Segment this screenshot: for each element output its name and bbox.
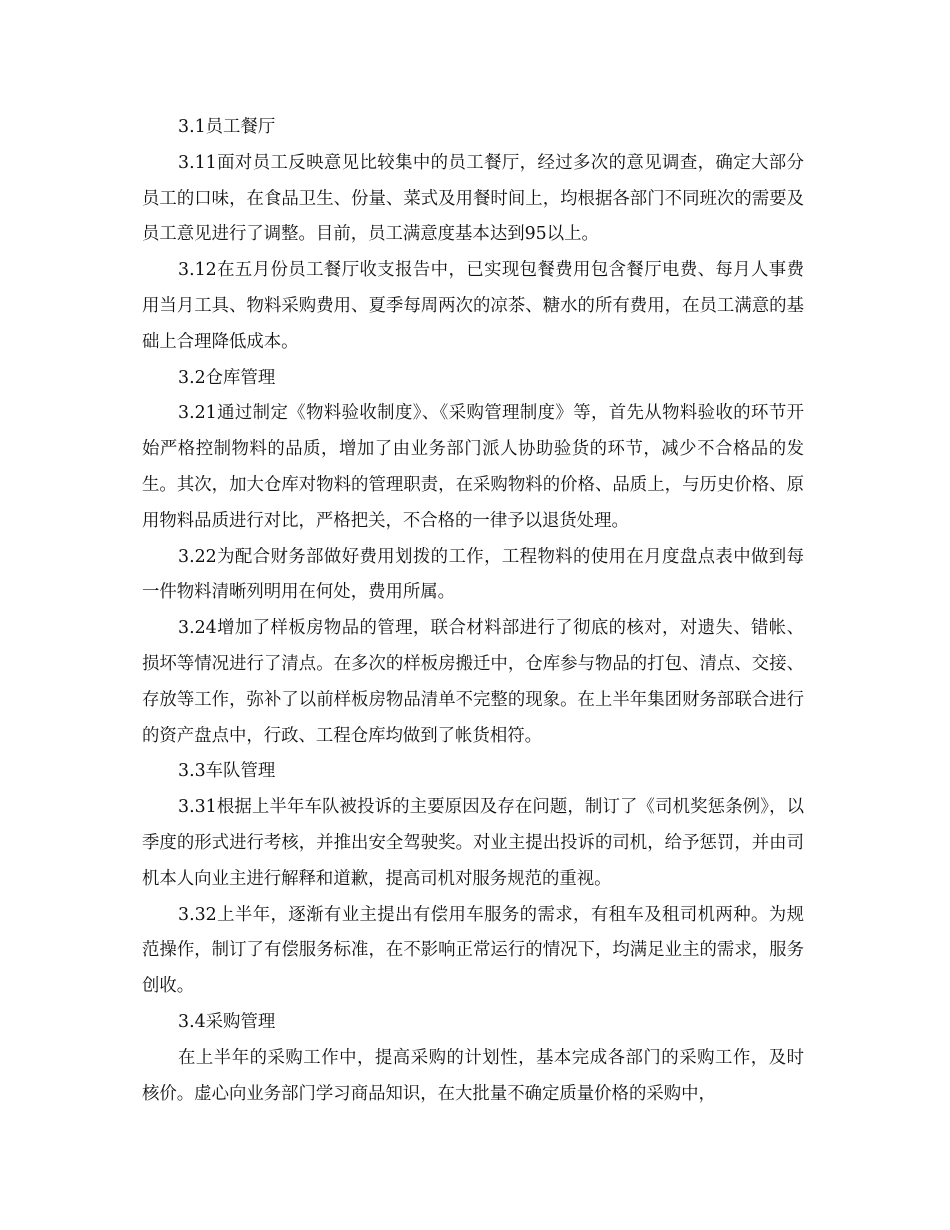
paragraph-driver-regulations: 3.31根据上半年车队被投诉的主要原因及存在问题，制订了《司机奖惩条例》，以季度的形式进行考核，并推出安全驾驶奖。对业主提出投诉的司机，给予惩罚，并由司机本人向业主进行解释和道歉，提高司机对服务规范的重视。 bbox=[142, 797, 804, 889]
paragraph-material-inspection: 3.21通过制定《物料验收制度》、《采购管理制度》等，首先从物料验收的环节开始严格控制物料的品质，增加了由业务部门派人协助验货的环节，减少不合格品的发生。其次，加大仓库对物料的管理职责，在采购物料的价格、品质上，与历史价格、原用物料品质进行对比，严格把关，不合格的一律予以退货处理。 bbox=[142, 403, 804, 531]
paragraph-canteen-cost: 3.12在五月份员工餐厅收支报告中，已实现包餐费用包含餐厅电费、每月人事费用当月工具、物料采购费用、夏季每周两次的凉茶、糖水的所有费用，在员工满意的基础上合理降低成本。 bbox=[142, 260, 804, 352]
section-heading-purchasing: 3.4采购管理 bbox=[178, 1011, 276, 1032]
section-heading-fleet: 3.3车队管理 bbox=[178, 761, 276, 782]
document-body bbox=[142, 110, 804, 1112]
paragraph-purchasing-work: 在上半年的采购工作中，提高采购的计划性，基本完成各部门的采购工作，及时核价。虚心向业务部门学习商品知识，在大批量不确定质量价格的采购中， bbox=[142, 1047, 804, 1104]
paragraph-cost-allocation: 3.22为配合财务部做好费用划拨的工作，工程物料的使用在月度盘点表中做到每一件物料清晰列明用在何处，费用所属。 bbox=[142, 546, 804, 603]
paragraph-canteen-adjustment: 3.11面对员工反映意见比较集中的员工餐厅，经过多次的意见调查，确定大部分员工的口味，在食品卫生、份量、菜式及用餐时间上，均根据各部门不同班次的需要及员工意见进行了调整。目前，员工满意度基本达到95以上。 bbox=[142, 152, 804, 245]
section-heading-warehouse: 3.2仓库管理 bbox=[178, 367, 276, 388]
section-heading-staff-canteen: 3.1员工餐厅 bbox=[178, 117, 276, 137]
paragraph-showroom-items: 3.24增加了样板房物品的管理，联合材料部进行了彻底的核对，对遗失、错帐、损坏等情况进行了清点。在多次的样板房搬迁中，仓库参与物品的打包、清点、交接、存放等工作，弥补了以前样板房物品清单不完整的现象。在上半年集团财务部联合进行的资产盘点中，行政、工程仓库均做到了帐货相符。 bbox=[142, 618, 804, 746]
paragraph-paid-car-service: 3.32上半年，逐渐有业主提出有偿用车服务的需求，有租车及租司机两种。为规范操作，制订了有偿服务标准，在不影响正常运行的情况下，均满足业主的需求，服务创收。 bbox=[142, 904, 804, 997]
